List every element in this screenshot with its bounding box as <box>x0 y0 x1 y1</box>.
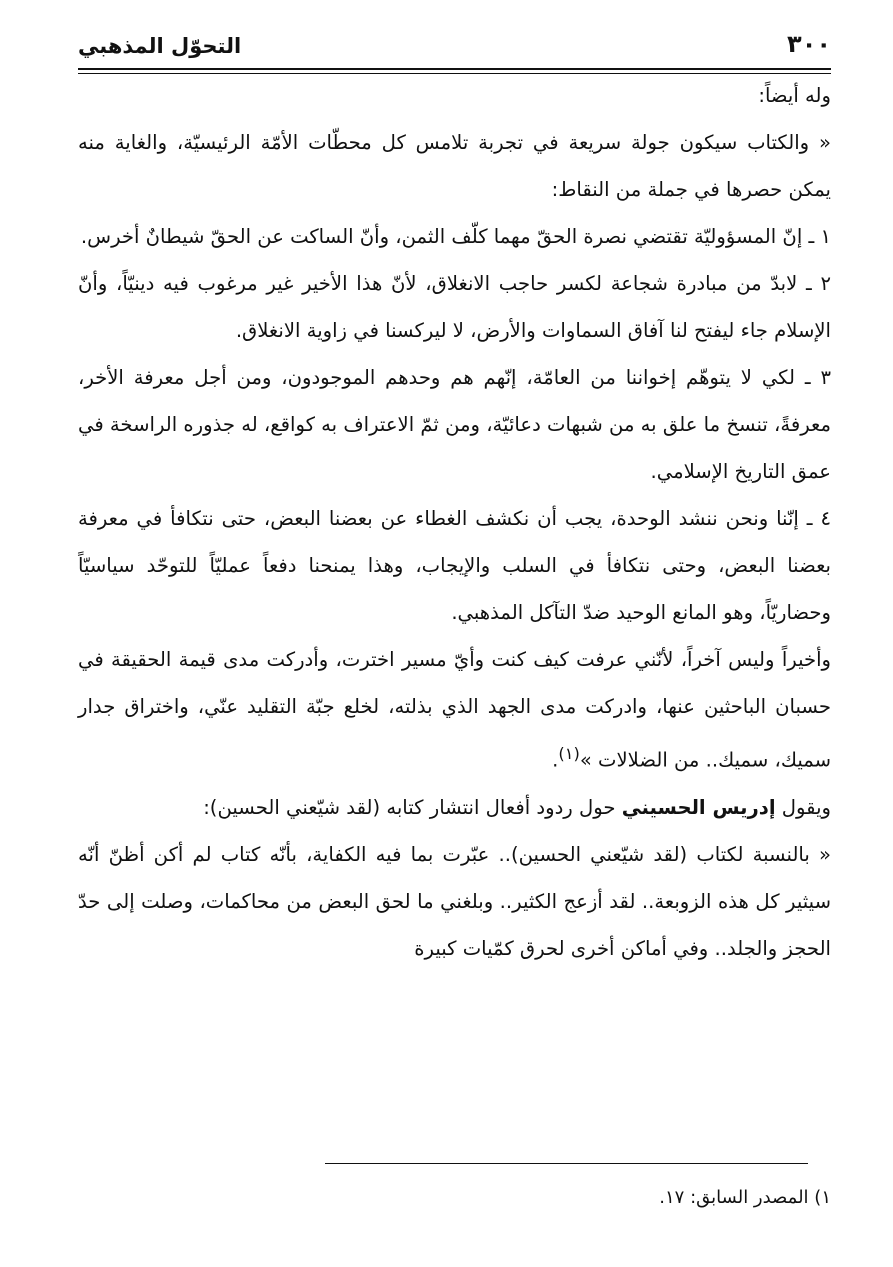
paragraph-point-4: ٤ ـ إنّنا ونحن ننشد الوحدة، يجب أن نكشف الغطاء عن بعضنا البعض، حتى نتكافأ في معرفة بعضنا البعض، وحتى نتكافأ في السلب والإيجاب، وهذا يمنحنا دفعاً عمليّاً للتوحّد سياسيّاً وحضاريّاً، وهو المانع الوحيد ضدّ التآكل المذهبي. <box>78 507 831 624</box>
paragraph-author-intro <box>78 784 831 831</box>
paragraph-second-quote: « بالنسبة لكتاب (لقد شيّعني الحسين).. عبّرت بما فيه الكفاية، بأنّه كتاب لم أكن أظنّ أنّه سيثير كل هذه الزوبعة.. لقد أزعج الكثير.. وبلغني ما لحق البعض من محاكمات، وصلت إلى حدّ الحجز والجلد.. وفي أماكن أخرى لحرق كمّيات كبيرة <box>78 842 831 960</box>
paragraph-quote-start: « والكتاب سيكون جولة سريعة في تجربة تلامس كل محطّات الأمّة الرئيسيّة، والغاية منه يمكن حصرها في جملة من النقاط: <box>78 131 831 201</box>
body-text <box>78 72 831 972</box>
footnote-text: المصدر السابق: ١٧. <box>659 1187 809 1208</box>
conclusion-end: . <box>552 748 559 772</box>
conclusion-text: وأخيراً وليس آخراً، لأنّني عرفت كيف كنت وأيّ مسير اخترت، وأدركت مدى قيمة الحقيقة في حسبان الباحثين عنها، وادركت مدى الجهد الذي بذلته، لخلع جبّة التقليد عنّي، واختراق جدار سميك، سميك.. من الضلالات » <box>78 648 831 772</box>
page-header <box>78 26 831 70</box>
author-intro-rest: حول ردود أفعال انتشار كتابه (لقد شيّعني الحسين): <box>203 795 622 819</box>
page-number: ٣٠٠ <box>787 30 831 58</box>
author-name: إدريس الحسيني <box>621 795 776 819</box>
paragraph-intro: وله أيضاً: <box>758 84 831 107</box>
paragraph-point-2: ٢ ـ لابدّ من مبادرة شجاعة لكسر حاجب الانغلاق، لأنّ هذا الأخير غير مرغوب فيه دينيّاً، وأنّ الإسلام جاء ليفتح لنا آفاق السماوات والأرض، لا ليركسنا في زاوية الانغلاق. <box>78 272 831 342</box>
paragraph-conclusion <box>78 636 831 784</box>
header-rule-thick <box>78 68 831 70</box>
running-title: التحوّل المذهبي <box>78 34 242 58</box>
footnote-number: ١) <box>814 1187 831 1208</box>
author-intro-start: ويقول <box>775 795 831 819</box>
footnote <box>659 1187 831 1208</box>
paragraph-point-3: ٣ ـ لكي لا يتوهّم إخواننا من العامّة، إنّهم هم وحدهم الموجودون، ومن أجل معرفة الأخر، معرفةً، تنسخ ما علق به من شبهات دعائيّة، ومن ثمّ الاعتراف به كواقع، له جذوره الراسخة في عمق التاريخ الإسلامي. <box>78 366 831 483</box>
paragraph-point-1: ١ ـ إنّ المسؤوليّة تقتضي نصرة الحقّ مهما كلّف الثمن، وأنّ الساكت عن الحقّ شيطانٌ أخرس. <box>80 225 831 248</box>
footnote-separator <box>325 1163 808 1164</box>
footnote-reference: (١) <box>558 744 580 763</box>
